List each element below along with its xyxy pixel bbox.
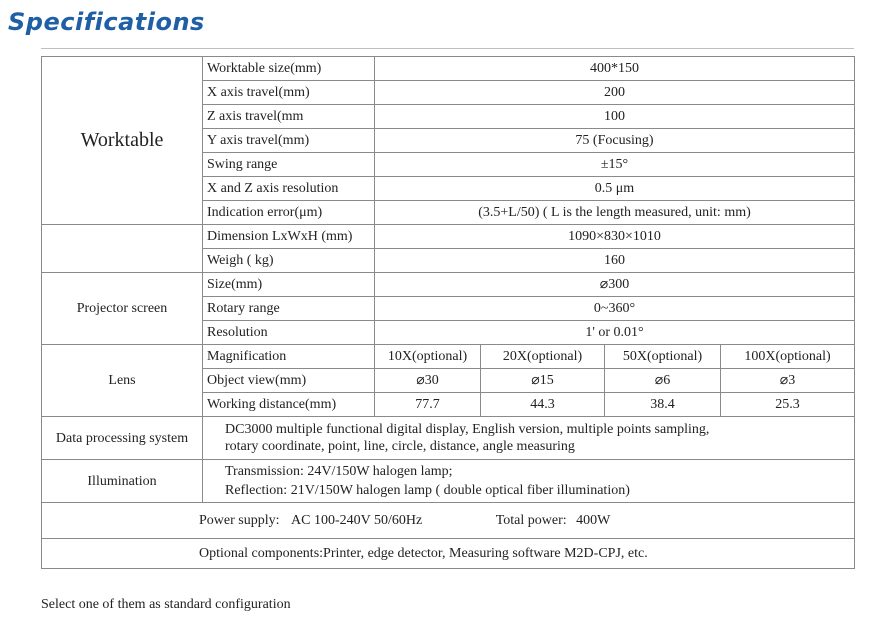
lens-cell: ⌀15	[481, 369, 605, 393]
row-value: 75 (Focusing)	[375, 129, 855, 153]
lens-cell: 25.3	[721, 393, 855, 417]
lens-cell: 50X(optional)	[605, 345, 721, 369]
data-processing-line-2: rotary coordinate, point, line, circle, distance, angle measuring	[225, 439, 575, 454]
lens-cell: ⌀30	[375, 369, 481, 393]
group-label-illumination: Illumination	[42, 460, 203, 503]
group-label-projector: Projector screen	[42, 273, 203, 345]
row-label: Worktable size(mm)	[203, 57, 375, 81]
table-row	[42, 225, 855, 249]
row-label: Swing range	[203, 153, 375, 177]
row-value: 400*150	[375, 57, 855, 81]
row-value: 160	[375, 249, 855, 273]
group-label-empty	[42, 225, 203, 273]
illumination-line-2: Reflection: 21V/150W halogen lamp ( double optical fiber illumination)	[225, 483, 630, 498]
table-row	[42, 539, 855, 569]
row-label: Object view(mm)	[203, 369, 375, 393]
row-value: 0~360°	[375, 297, 855, 321]
row-value: 0.5 μm	[375, 177, 855, 201]
table-row	[42, 273, 855, 297]
row-label: Weigh ( kg)	[203, 249, 375, 273]
header-divider	[41, 48, 854, 49]
group-label-lens: Lens	[42, 345, 203, 417]
row-label: Working distance(mm)	[203, 393, 375, 417]
footer-note: Select one of them as standard configuration	[41, 597, 291, 612]
total-power-label: Total power:	[495, 513, 567, 528]
specifications-table	[41, 56, 855, 569]
table-row	[42, 460, 855, 503]
lens-cell: 100X(optional)	[721, 345, 855, 369]
power-supply-label: Power supply:	[199, 513, 280, 528]
total-power-value: 400W	[576, 513, 611, 528]
row-label: X and Z axis resolution	[203, 177, 375, 201]
row-value: (3.5+L/50) ( L is the length measured, unit: mm)	[375, 201, 855, 225]
lens-cell: 10X(optional)	[375, 345, 481, 369]
table-row	[42, 503, 855, 539]
lens-cell: ⌀6	[605, 369, 721, 393]
table-row	[42, 345, 855, 369]
table-row	[42, 57, 855, 81]
lens-cell: 44.3	[481, 393, 605, 417]
data-processing-description	[203, 417, 855, 460]
row-value: 1' or 0.01°	[375, 321, 855, 345]
table-row	[42, 417, 855, 460]
lens-cell: 20X(optional)	[481, 345, 605, 369]
row-value: 200	[375, 81, 855, 105]
page-title: Specifications	[8, 8, 205, 36]
row-label: Z axis travel(mm	[203, 105, 375, 129]
group-label-worktable: Worktable	[42, 57, 203, 225]
row-label: Indication error(μm)	[203, 201, 375, 225]
lens-cell: 77.7	[375, 393, 481, 417]
row-label: Magnification	[203, 345, 375, 369]
power-row	[42, 503, 855, 539]
row-value: 1090×830×1010	[375, 225, 855, 249]
power-supply-value: AC 100-240V 50/60Hz	[291, 513, 423, 528]
row-label: Y axis travel(mm)	[203, 129, 375, 153]
row-label: Dimension LxWxH (mm)	[203, 225, 375, 249]
optional-components: Optional components:Printer, edge detector, Measuring software M2D-CPJ, etc.	[42, 539, 855, 569]
illumination-description	[203, 460, 855, 503]
lens-cell: ⌀3	[721, 369, 855, 393]
row-value: ⌀300	[375, 273, 855, 297]
row-value: ±15°	[375, 153, 855, 177]
row-label: Rotary range	[203, 297, 375, 321]
row-label: Size(mm)	[203, 273, 375, 297]
lens-cell: 38.4	[605, 393, 721, 417]
row-label: Resolution	[203, 321, 375, 345]
row-value: 100	[375, 105, 855, 129]
row-label: X axis travel(mm)	[203, 81, 375, 105]
group-label-data-processing: Data processing system	[42, 417, 203, 460]
illumination-line-1: Transmission: 24V/150W halogen lamp;	[225, 464, 453, 479]
data-processing-line-1: DC3000 multiple functional digital display, English version, multiple points sampling,	[225, 422, 710, 437]
